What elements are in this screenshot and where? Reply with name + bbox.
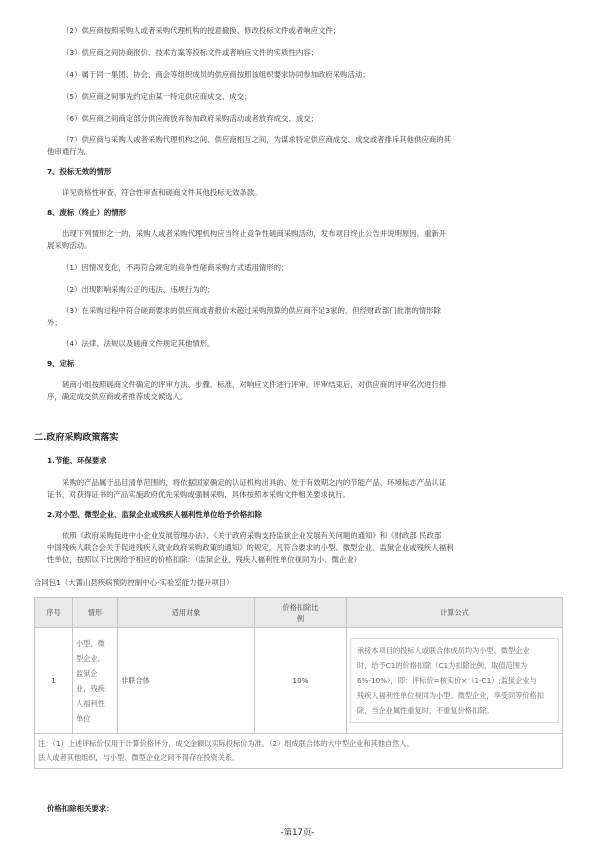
item-4: （4）属于同一集团、协会、商会等组织成员的供应商按照该组织要求协同参加政府采购活动； bbox=[62, 70, 370, 79]
section-8-condition-1: （1）因情况变化，不再符合规定的竞争性磋商采购方式适用情形的； bbox=[62, 263, 289, 272]
section-9-text-2: 序，确定成交供应商或者推荐成交候选人。 bbox=[47, 392, 188, 401]
formula-line: 时，给予C1的价格扣除（C1为扣除比例，取值范围为 bbox=[357, 661, 528, 670]
table-note-row bbox=[35, 734, 563, 769]
cell-type-line: 人福利性 bbox=[76, 698, 105, 708]
table-header-row bbox=[35, 598, 563, 628]
cell-type-line: 单位 bbox=[76, 713, 91, 723]
table-caption: 合同包1（大箐山县疾病预防控制中心-实验室能力提升项目） bbox=[34, 578, 234, 587]
section-9-title: 9、定标 bbox=[47, 359, 75, 368]
cell-no: 1 bbox=[35, 628, 73, 734]
page-number: -第17页- bbox=[280, 828, 315, 838]
section-8-condition-3-line-1: （3）在采购过程中符合磋商要求的供应商或者报价未超过采购预算的供应商不足3家的，但经财政部门批准的情形除 bbox=[62, 306, 441, 315]
section-8-condition-3-line-2: 外； bbox=[47, 318, 62, 327]
section-8-intro-1: 出现下列情形之一的，采购人或者采购代理机构应当终止竞争性磋商采购活动，发布项目终止公告并说明原因，重新开 bbox=[62, 229, 447, 238]
header-rate bbox=[255, 598, 347, 628]
cell-type-line: 型企业， bbox=[76, 653, 105, 663]
cell-type-line: 小型、微 bbox=[76, 638, 105, 648]
item-3: （3）供应商之间协商报价、技术方案等投标文件或者响应文件的实质性内容； bbox=[62, 48, 318, 57]
table-note-line-2: 法人或者其他组织，与小型、微型企业之间不得存在投资关系。 bbox=[38, 753, 240, 762]
section-7-text: 详见资格性审查、符合性审查和磋商文件其他投标无效条款。 bbox=[62, 188, 262, 197]
price-deduction-table bbox=[34, 597, 563, 769]
item-6: （6）供应商之间商定部分供应商放弃参加政府采购活动或者放弃成交、成交； bbox=[62, 114, 318, 123]
policy-p2-line-2: 中国残疾人联合会关于促进残疾人就业政府采购政策的通知》的规定，凡符合要求的小型、微型企业、监狱企业或残疾人福利 bbox=[47, 543, 454, 552]
formula-box bbox=[350, 638, 559, 723]
formula-line: 6%-10%），即：评标价=核实价×（1-C1）;监狱企业与 bbox=[357, 676, 537, 685]
section-7-title: 7、投标无效的情形 bbox=[47, 167, 112, 176]
table-note-line-1: 注：（1）上述评标价仅用于计算价格评分，成交金额以实际投标价为准。（2）组成联合体的大中型企业和其他自然人、 bbox=[38, 739, 414, 748]
table-note bbox=[35, 734, 563, 769]
policy-p1-line-2: 证书，对获得证书的产品实施政府优先采购或强制采购，具体按照本采购文件相关要求执行。 bbox=[47, 490, 351, 499]
cell-type-line: 业，残疾 bbox=[76, 683, 105, 693]
formula-line: 承接本项目的投标人或联合体成员均为小型、微型企业 bbox=[357, 646, 530, 655]
policy-p1-line-1: 采购的产品属于品目清单范围的，将依据国家确定的认证机构出具的、处于有效期之内的节能产品、环境标志产品认证 bbox=[62, 478, 447, 487]
cell-formula bbox=[347, 628, 563, 734]
policy-heading: 二.政府采购政策落实 bbox=[34, 433, 119, 443]
section-8-condition-4: （4）法律、法规以及磋商文件规定其他情形。 bbox=[62, 339, 215, 348]
header-target: 适用对象 bbox=[118, 598, 255, 628]
cell-type bbox=[73, 628, 118, 734]
item-7-line-1: （7）供应商与采购人或者采购代理机构之间、供应商相互之间，为谋求特定供应商成交、成交或者排斥其他供应商的其 bbox=[62, 135, 452, 144]
cell-rate: 10% bbox=[255, 628, 347, 734]
policy-p2-line-3: 性单位，按照以下比例给予相应的价格扣除：（监狱企业、残疾人福利性单位视同为小、微企业） bbox=[47, 555, 362, 564]
cell-type-line: 监狱企 bbox=[76, 668, 98, 678]
header-rate-line-2: 例 bbox=[296, 613, 305, 623]
policy-sub-1: 1.节能、环保要求 bbox=[47, 456, 107, 465]
item-5: （5）供应商之间事先约定由某一特定供应商成交、成交； bbox=[62, 92, 252, 101]
formula-line: 残疾人福利性单位视同为小型、微型企业，享受同等价格扣 bbox=[357, 691, 544, 700]
price-deduction-requirements-heading: 价格扣除相关要求： bbox=[47, 804, 114, 813]
section-8-title: 8、废标（终止）的情形 bbox=[47, 208, 127, 217]
item-2: （2）供应商按照采购人或者采购代理机构的授意撤换、修改投标文件或者响应文件； bbox=[62, 26, 341, 35]
section-9-text-1: 磋商小组按照磋商文件确定的评审方法、步骤、标准，对响应文件进行评审。评审结束后，对供应商的评审名次进行排 bbox=[62, 380, 447, 389]
header-no: 序号 bbox=[35, 598, 73, 628]
item-7-line-2: 他串通行为。 bbox=[47, 147, 92, 156]
header-formula: 计算公式 bbox=[347, 598, 563, 628]
policy-p2-line-1: 依照《政府采购促进中小企业发展管理办法》、《关于政府采购支持监狱企业发展有关问题的通知》和《财政部 民政部 bbox=[62, 531, 442, 540]
policy-sub-2: 2.对小型、微型企业、监狱企业或残疾人福利性单位给予价格扣除 bbox=[47, 510, 262, 519]
header-type: 情形 bbox=[73, 598, 118, 628]
formula-line: 除，当企业属性重复时，不重复价格扣除。 bbox=[357, 706, 494, 715]
header-rate-line-1: 价格扣除比 bbox=[282, 602, 319, 612]
section-8-intro-2: 展采购活动。 bbox=[47, 241, 92, 250]
table-row bbox=[35, 628, 563, 734]
cell-target: 非联合体 bbox=[118, 628, 255, 734]
section-8-condition-2: （2）出现影响采购公正的违法、违规行为的； bbox=[62, 285, 215, 294]
